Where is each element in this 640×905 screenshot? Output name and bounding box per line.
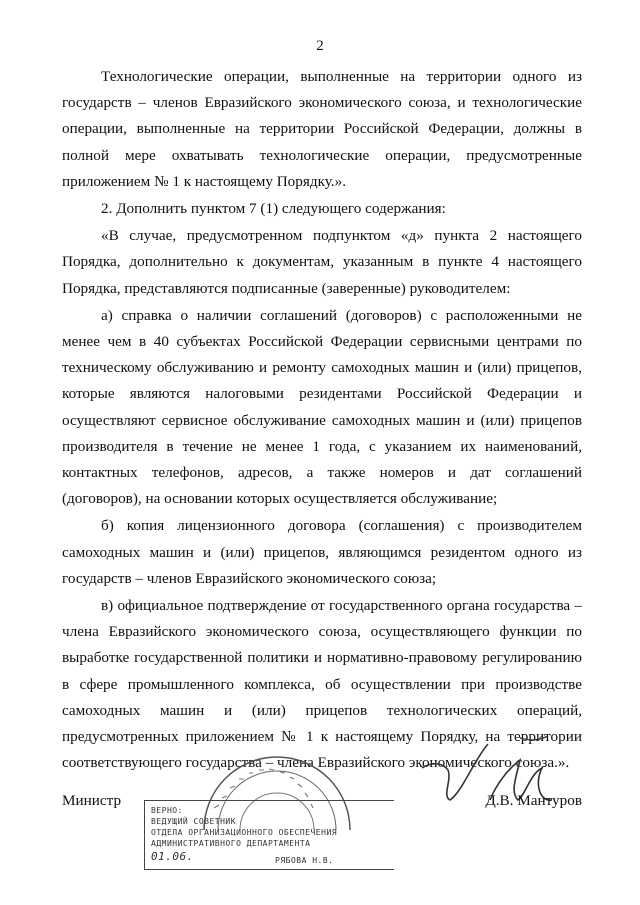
paragraph-1: Технологические операции, выполненные на территории одного из государств – членов Евразийского экономического союза, и технологические операции, выполненные на территории Российской Федерации, должны в полной мере охватывать технологические операции, предусмотренные приложением № 1 к настоящему Порядку.». [62, 68, 582, 190]
signer-position: Министр [62, 792, 122, 809]
signature-block [62, 770, 582, 890]
stamp-line: ВЕДУЩИЙ СОВЕТНИК [151, 817, 237, 826]
stamp-line: АДМИНИСТРАТИВНОГО ДЕПАРТАМЕНТА [151, 839, 311, 848]
certification-stamp [144, 800, 394, 870]
stamp-line: ОТДЕЛА ОРГАНИЗАЦИОННОГО ОБЕСПЕЧЕНИЯ [151, 828, 338, 837]
paragraph-5: б) копия лицензионного договора (соглашения) с производителем самоходных машин и (или) прицепов, являющимся резидентом одного из государств – членов Евразийского экономического союза; [62, 517, 582, 587]
paragraph-3: «В случае, предусмотренном подпунктом «д» пункта 2 настоящего Порядка, дополнительно к документам, указанным в пункте 4 настоящего Порядка, представляются подписанные (заверенные) руководителем: [62, 227, 582, 297]
stamp-line: ВЕРНО: [151, 806, 183, 815]
document-body [62, 64, 582, 776]
page-number: 2 [316, 38, 324, 54]
paragraph-6: в) официальное подтверждение от государственного органа государства – члена Евразийского экономического союза, осуществляющего функции по выработке государственной политики и нормативно-правовому регулированию в сфере промышленного комплекса, об осуществлении при производстве самоходных машин и (или) прицепов технологических операций, предусмотренных приложением № 1 к настоящему Порядку, на территории соответствующего государства – члена Евразийского экономического союза.». [62, 597, 582, 772]
paragraph-2: 2. Дополнить пунктом 7 (1) следующего содержания: [101, 200, 446, 218]
stamp-date: 01.06. [151, 850, 194, 863]
stamp-name: РЯБОВА Н.В. [275, 856, 334, 865]
signer-name: Д.В. Мантуров [485, 792, 582, 809]
paragraph-4: а) справка о наличии соглашений (договоров) с расположенными не менее чем в 40 субъектах Российской Федерации сервисными центрами по техническому обслуживанию и ремонту самоходных машин и (или) прицепов, которые являются налоговыми резидентами Российской Федерации и осуществляют сервисное обслуживание самоходных машин и (или) прицепов производителя в течение не менее 1 года, с указанием их наименований, контактных телефонов, адресов, а также номеров и дат соглашений (договоров), на основании которых осуществляется обслуживание; [62, 306, 582, 508]
